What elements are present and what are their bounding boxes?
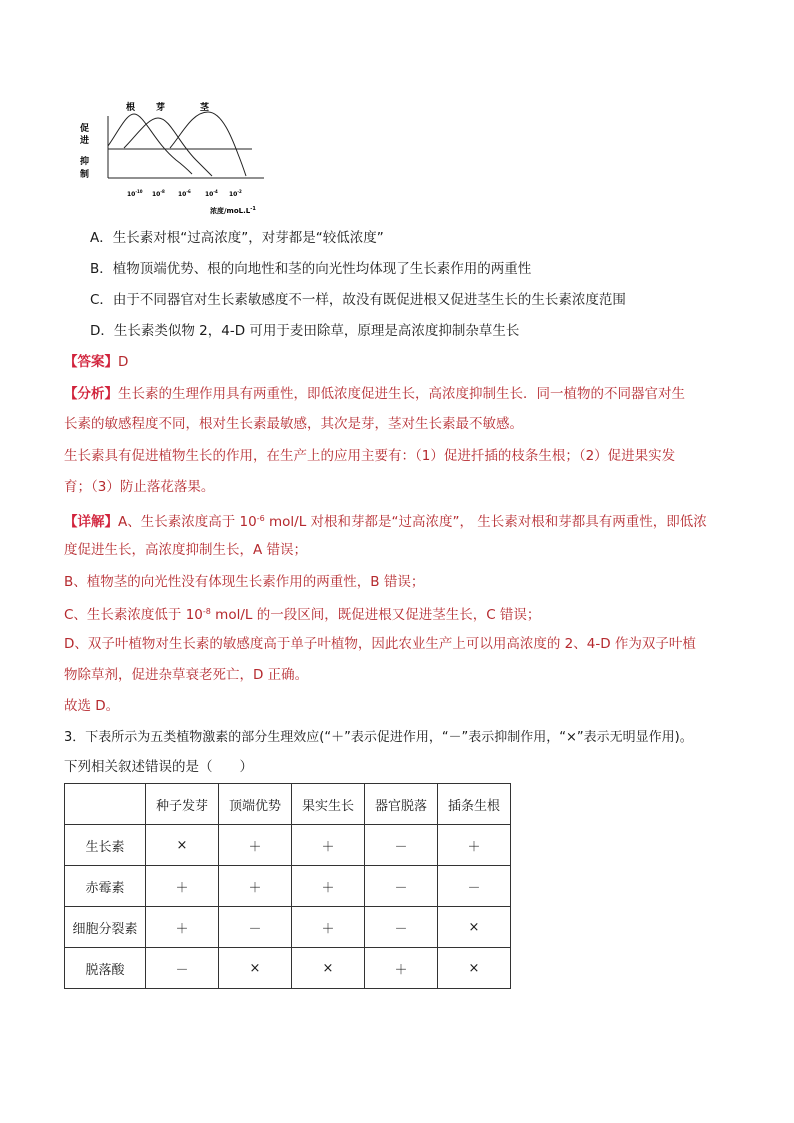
table-cell: ＋ bbox=[146, 907, 219, 948]
x-axis-unit: 浓度$/moL.L^{-1}$ bbox=[210, 206, 256, 215]
curve-label-stem: 茎 bbox=[200, 103, 210, 113]
table-cell: ＋ bbox=[292, 825, 365, 866]
table-header-cell: 果实生长 bbox=[292, 784, 365, 825]
table-cell: × bbox=[438, 907, 511, 948]
table-cell: － bbox=[365, 866, 438, 907]
option-d: D．生长素类似物 2，4-D 可用于麦田除草，原理是高浓度抑制杂草生长 bbox=[90, 323, 520, 339]
detail-a1-exp: -6 bbox=[256, 514, 265, 523]
hormone-effects-table bbox=[64, 783, 511, 989]
answer-tag: 【答案】 bbox=[64, 354, 118, 370]
y-label-inhibit-1: 抑 bbox=[80, 157, 90, 167]
table-cell: ＋ bbox=[365, 948, 438, 989]
detail-line-a1 bbox=[64, 509, 707, 532]
table-cell: － bbox=[365, 907, 438, 948]
y-label-promote-1: 促 bbox=[80, 124, 90, 134]
detail-a1-pre: A、生长素浓度高于 10 bbox=[118, 514, 257, 530]
table-row bbox=[65, 907, 511, 948]
table-cell: ＋ bbox=[438, 825, 511, 866]
table-header-row bbox=[65, 784, 511, 825]
table-header-cell bbox=[65, 784, 146, 825]
table-cell: ＋ bbox=[146, 866, 219, 907]
table-cell: 细胞分裂素 bbox=[65, 907, 146, 948]
x-tick-3: $10^{-6}$ bbox=[178, 189, 191, 198]
table-cell: － bbox=[438, 866, 511, 907]
table-header-cell: 插条生根 bbox=[438, 784, 511, 825]
table-cell: － bbox=[146, 948, 219, 989]
detail-line-c bbox=[64, 602, 540, 625]
detail-tag: 【详解】 bbox=[64, 514, 118, 530]
detail-line-b: B、植物茎的向光性没有体现生长素作用的两重性，B 错误； bbox=[64, 574, 425, 590]
detail-line-d2: 物除草剂，促进杂草衰老死亡，D 正确。 bbox=[64, 667, 309, 683]
table-header-cell: 种子发芽 bbox=[146, 784, 219, 825]
option-a: A．生长素对根“过高浓度”，对芽都是“较低浓度” bbox=[90, 230, 384, 246]
detail-c-post: mol/L 的一段区间，既促进根又促进茎生长，C 错误； bbox=[210, 607, 541, 623]
analysis-line-1 bbox=[64, 384, 685, 404]
table-cell: － bbox=[365, 825, 438, 866]
table-cell: 赤霉素 bbox=[65, 866, 146, 907]
x-tick-5: $10^{-2}$ bbox=[229, 189, 242, 198]
x-tick-2: $10^{-8}$ bbox=[152, 189, 165, 198]
table-row bbox=[65, 866, 511, 907]
table-row bbox=[65, 948, 511, 989]
detail-c-exp: -8 bbox=[202, 607, 211, 616]
table-header-cell: 器官脱落 bbox=[365, 784, 438, 825]
y-label-promote-2: 进 bbox=[80, 136, 90, 146]
table-cell: × bbox=[292, 948, 365, 989]
conclusion-line: 故选 D。 bbox=[64, 698, 120, 714]
analysis-line-2: 长素的敏感程度不同，根对生长素最敏感，其次是芽，茎对生长素最不敏感。 bbox=[64, 416, 523, 432]
analysis-line-4: 育；（3）防止落花落果。 bbox=[64, 479, 215, 495]
stem-curve bbox=[170, 112, 246, 176]
answer-line bbox=[64, 352, 128, 372]
table-header-cell: 顶端优势 bbox=[219, 784, 292, 825]
table-cell: ＋ bbox=[292, 907, 365, 948]
root-curve bbox=[108, 114, 192, 174]
table-row bbox=[65, 825, 511, 866]
question-3-line-2: 下列相关叙述错误的是（ ） bbox=[64, 759, 253, 775]
question-3-line-1: 3．下表所示为五类植物激素的部分生理效应(“＋”表示促进作用，“－”表示抑制作用，“×”表示无明显作用)。 bbox=[64, 730, 693, 745]
detail-line-d1: D、双子叶植物对生长素的敏感度高于单子叶植物，因此农业生产上可以用高浓度的 2、4-D 作为双子叶植 bbox=[64, 636, 696, 652]
analysis-tag: 【分析】 bbox=[64, 386, 118, 402]
bud-curve bbox=[124, 118, 212, 176]
option-b: B．植物顶端优势、根的向地性和茎的向光性均体现了生长素作用的两重性 bbox=[90, 261, 532, 277]
table-cell: ＋ bbox=[219, 825, 292, 866]
auxin-curve-svg bbox=[74, 98, 274, 218]
answer-value: D bbox=[118, 354, 129, 370]
table-cell: × bbox=[146, 825, 219, 866]
option-c: C．由于不同器官对生长素敏感度不一样，故没有既促进根又促进茎生长的生长素浓度范围 bbox=[90, 292, 626, 308]
table-cell: 生长素 bbox=[65, 825, 146, 866]
table-cell: × bbox=[438, 948, 511, 989]
x-tick-1: $10^{-10}$ bbox=[127, 189, 143, 198]
detail-a1-post: mol/L 对根和芽都是“过高浓度”， 生长素对根和芽都具有两重性，即低浓 bbox=[264, 514, 707, 530]
detail-line-a2: 度促进生长，高浓度抑制生长，A 错误； bbox=[64, 542, 308, 558]
auxin-concentration-figure bbox=[74, 98, 274, 218]
x-tick-4: $10^{-4}$ bbox=[205, 189, 218, 198]
table-cell: ＋ bbox=[219, 866, 292, 907]
curve-label-bud: 芽 bbox=[156, 103, 166, 113]
analysis-line-3: 生长素具有促进植物生长的作用，在生产上的应用主要有：（1）促进扦插的枝条生根；（2）促进果实发 bbox=[64, 448, 676, 464]
y-label-inhibit-2: 制 bbox=[80, 170, 90, 180]
table-cell: 脱落酸 bbox=[65, 948, 146, 989]
table-cell: × bbox=[219, 948, 292, 989]
detail-c-pre: C、生长素浓度低于 10 bbox=[64, 607, 203, 623]
curve-label-root: 根 bbox=[126, 103, 136, 113]
table-cell: ＋ bbox=[292, 866, 365, 907]
analysis-text-1: 生长素的生理作用具有两重性，即低浓度促进生长，高浓度抑制生长．同一植物的不同器官对生 bbox=[118, 386, 685, 402]
table-cell: － bbox=[219, 907, 292, 948]
